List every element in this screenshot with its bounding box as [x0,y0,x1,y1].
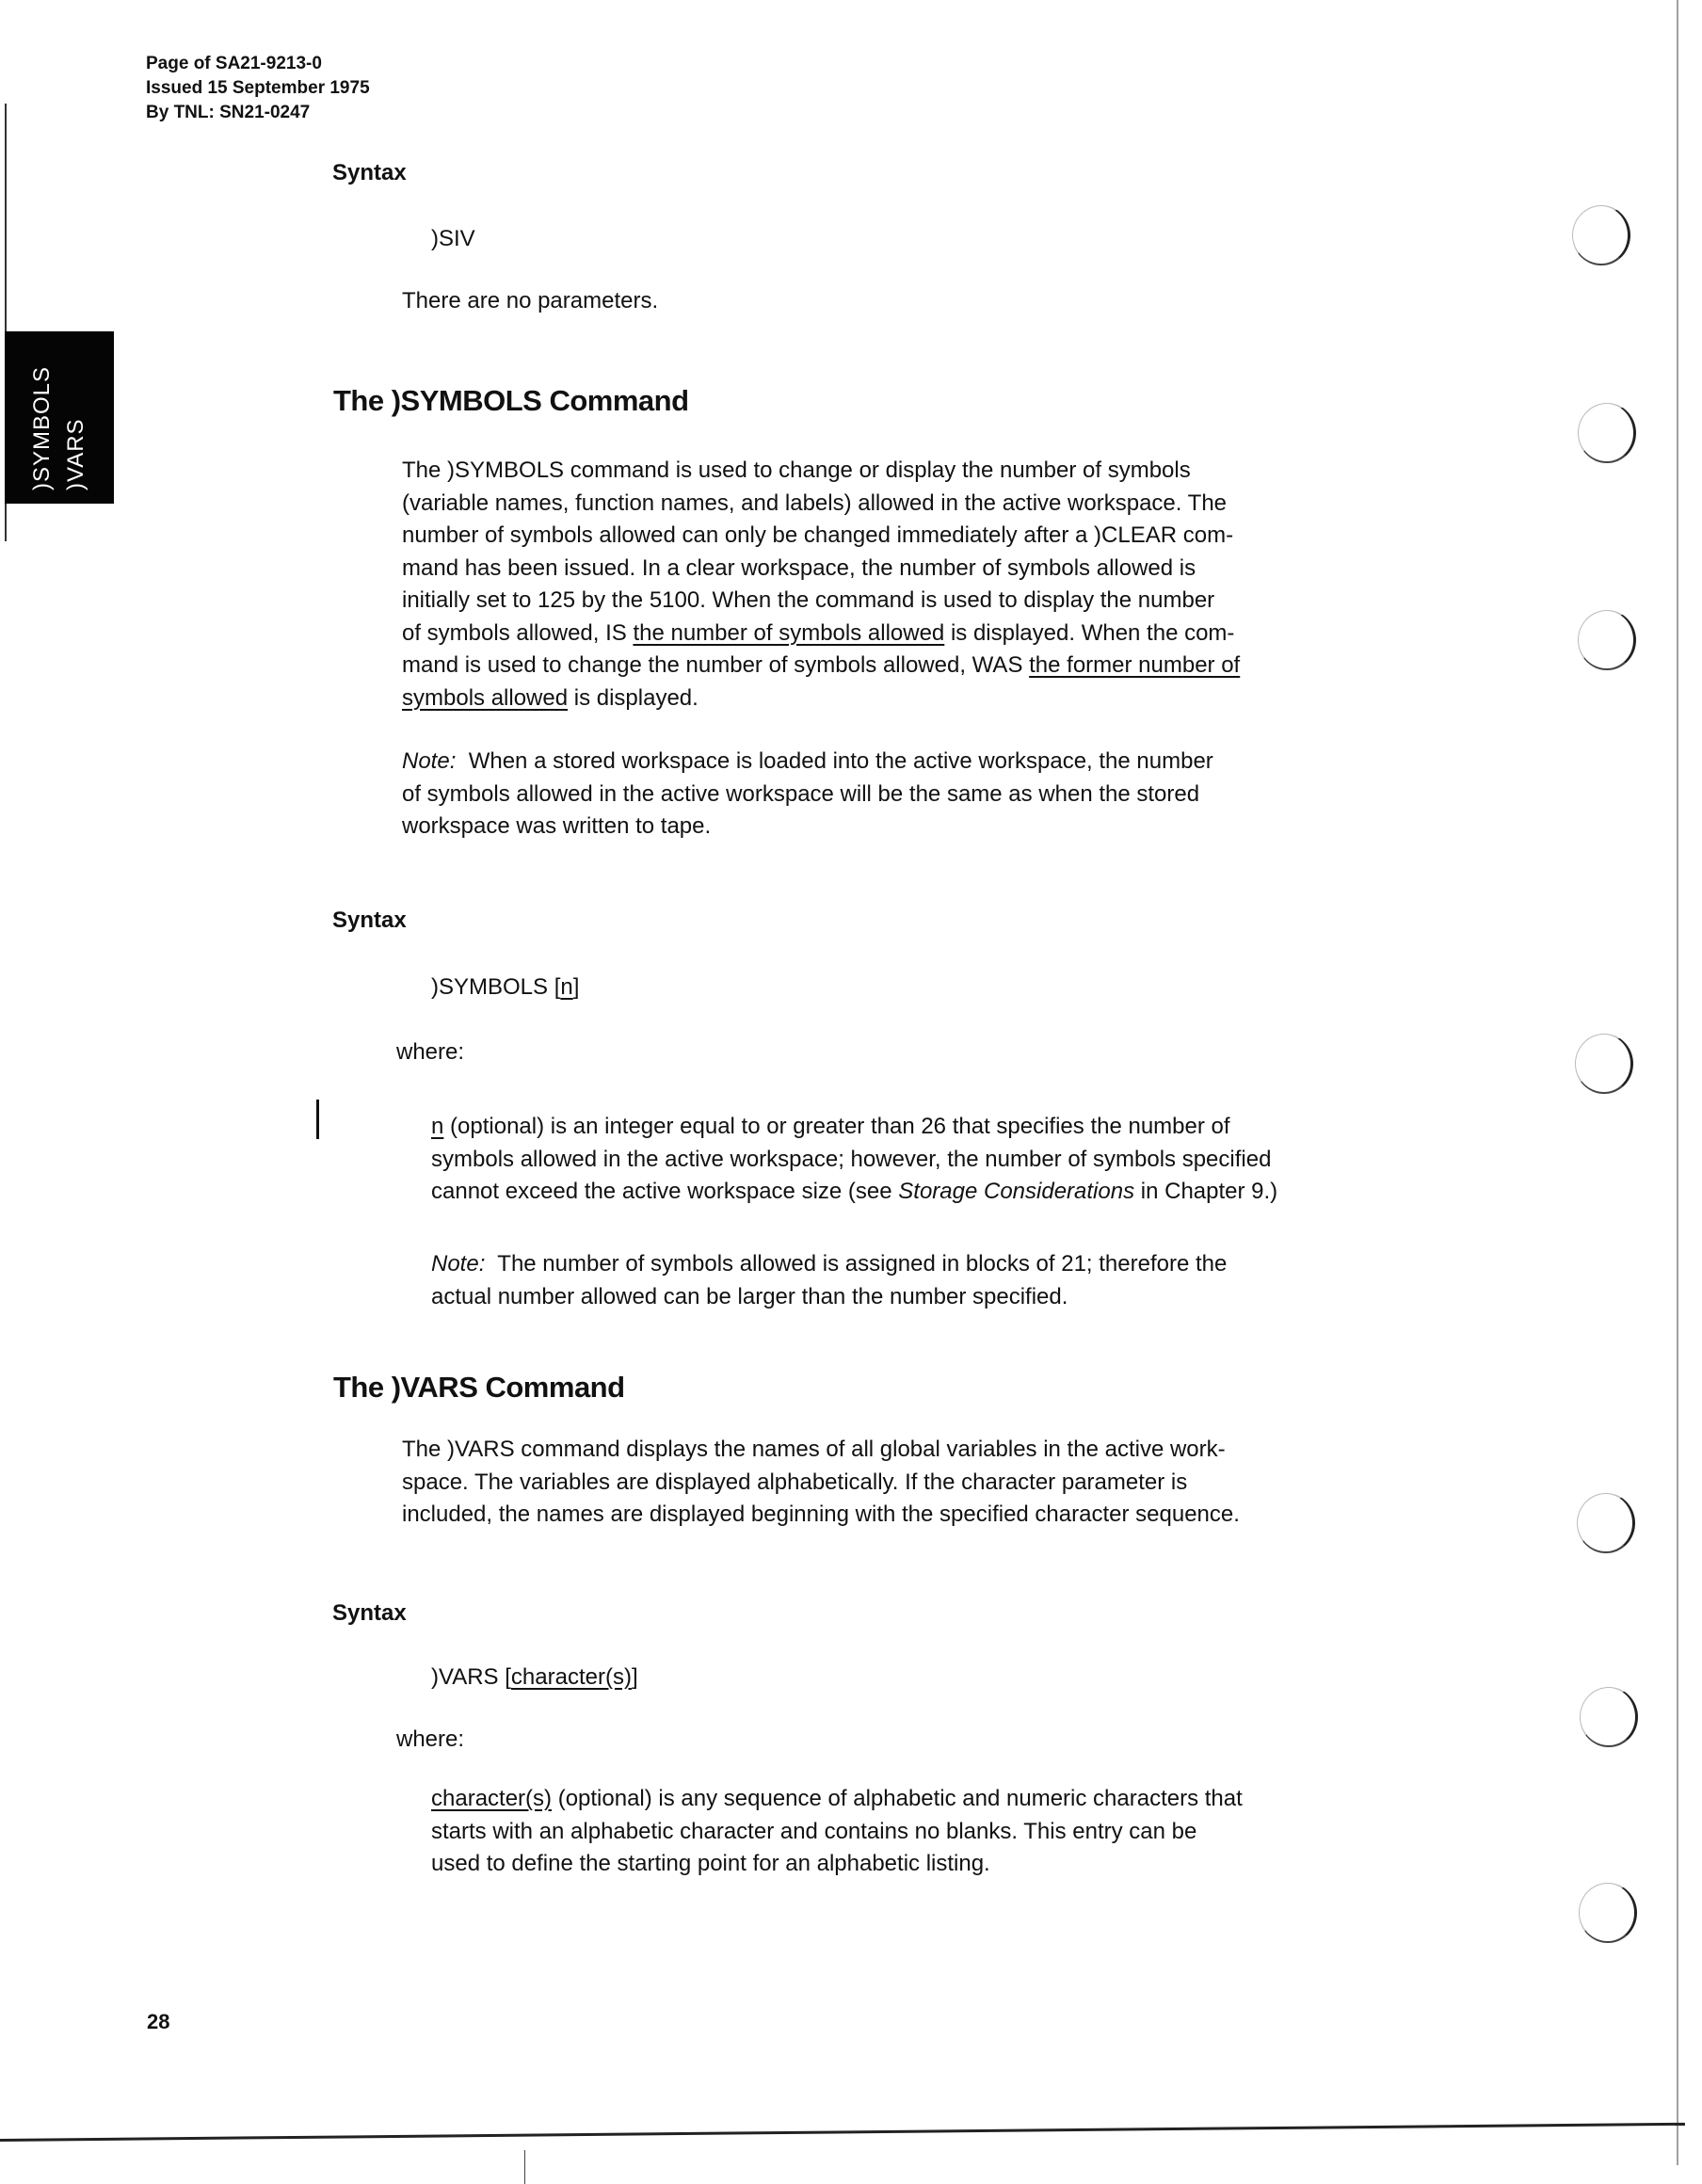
text-line [402,682,1353,715]
text-line [431,1248,1373,1281]
symbols-parameter-description [431,1111,1373,1209]
text-run: The number of symbols allowed is assigned in blocks of 21; therefore the [485,1251,1228,1277]
punch-hole-icon [1578,403,1636,463]
vars-description [402,1434,1353,1532]
text-line: workspace was written to tape. [402,813,712,839]
text-line: The )VARS command displays the names of all global variables in the active work- [402,1437,1226,1462]
note-label: Note: [431,1251,486,1277]
command-text: )SYMBOLS [ [431,974,561,1000]
text-run: mand is used to change the number of symbols allowed, WAS [402,652,1030,678]
revision-change-bar [316,1100,319,1139]
cross-reference: Storage Considerations [898,1179,1135,1204]
text-run: of symbols allowed, IS [402,619,634,646]
issue-date: Issued 15 September 1975 [146,78,370,98]
vars-section-heading: The )VARS Command [333,1371,625,1404]
text-line: number of symbols allowed can only be changed immediately after a )CLEAR com- [402,522,1234,548]
text-run: (optional) is an integer equal to or greater than 26 that specifies the number of [443,1114,1230,1139]
document-id: Page of SA21-9213-0 [146,54,322,73]
text-run: is displayed. [568,684,698,711]
section-thumb-tab [5,331,114,504]
siv-params-text: There are no parameters. [402,288,659,313]
text-line: mand has been issued. In a clear workspace, the number of symbols allowed is [402,554,1196,581]
text-run: (optional) is any sequence of alphabetic and numeric characters that [552,1786,1243,1811]
text-line: actual number allowed can be larger than the number specified. [431,1283,1068,1309]
command-parameter: n [560,974,573,1000]
command-text: )VARS [ [431,1664,511,1690]
text-line: The )SYMBOLS command is used to change or display the number of symbols [402,458,1191,483]
command-text: ] [631,1664,638,1690]
command-parameter: character(s) [510,1664,632,1690]
symbols-command [431,974,579,1001]
symbols-section-heading: The )SYMBOLS Command [333,384,689,417]
punch-hole-icon [1580,1687,1638,1747]
text-line: starts with an alphabetic character and contains no blanks. This entry can be [431,1818,1197,1844]
text-line: space. The variables are displayed alphabetically. If the character parameter is [402,1469,1188,1495]
underlined-term: the former number of [1029,652,1241,678]
bottom-page-edge [0,2123,1685,2142]
punch-hole-icon [1577,1493,1635,1553]
text-run: cannot exceed the active workspace size (see [431,1179,899,1204]
text-line [402,618,1353,650]
syntax-heading: Syntax [332,907,407,933]
where-label: where: [396,1726,465,1752]
page-number: 28 [147,2010,170,2033]
note-label: Note: [402,748,457,774]
text-line [431,1111,1373,1144]
where-label: where: [396,1039,465,1065]
text-line: symbols allowed in the active workspace; however, the number of symbols specified [431,1146,1272,1172]
bottom-fold-mark [524,2150,525,2184]
syntax-heading: Syntax [332,160,407,185]
underlined-term: symbols allowed [402,684,569,711]
text-line [431,1783,1373,1816]
punch-hole-icon [1575,1034,1633,1094]
text-line [431,1176,1373,1209]
text-line: (variable names, function names, and labels) allowed in the active workspace. The [402,490,1228,516]
right-page-edge [1677,0,1678,2165]
text-run: in Chapter 9.) [1134,1179,1278,1204]
command-text: ] [572,974,580,1000]
text-line [402,650,1353,682]
text-run: When a stored workspace is loaded into the active workspace, the number [456,748,1213,774]
text-line [402,746,1353,779]
symbols-description [402,455,1353,715]
punch-hole-icon [1572,205,1630,265]
siv-command: )SIV [431,226,475,251]
tab-label-symbols: )SYMBOLS [29,365,55,490]
text-line: used to define the starting point for an alphabetic listing. [431,1851,990,1876]
text-line: of symbols allowed in the active workspace will be the same as when the stored [402,780,1200,807]
text-run: is displayed. When the com- [944,619,1235,646]
parameter-term: character(s) [431,1786,553,1811]
tnl-number: By TNL: SN21-0247 [146,103,311,122]
tab-label-vars: )VARS [63,418,88,490]
symbols-note [402,746,1353,843]
text-line: initially set to 125 by the 5100. When the command is used to display the number [402,587,1215,613]
syntax-heading: Syntax [332,1600,407,1626]
symbols-note-2 [431,1248,1373,1313]
parameter-term: n [431,1114,444,1139]
punch-hole-icon [1578,610,1636,670]
underlined-term: the number of symbols allowed [633,619,945,646]
punch-hole-icon [1579,1883,1637,1943]
text-line: included, the names are displayed beginning with the specified character sequence. [402,1502,1240,1527]
vars-command [431,1664,638,1691]
vars-parameter-description [431,1783,1373,1881]
